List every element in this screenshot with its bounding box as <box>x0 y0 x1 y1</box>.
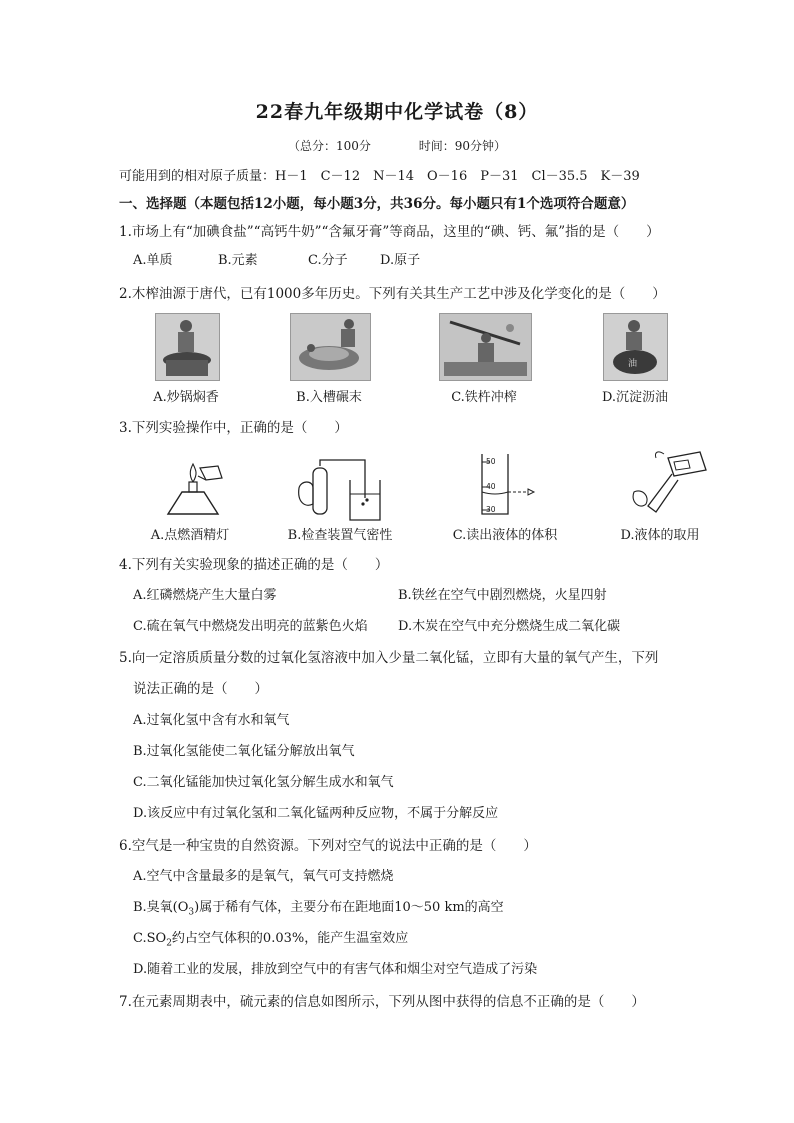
question-5: 5.向一定溶质质量分数的过氧化氢溶液中加入少量二氧化锰，立即有大量的氧气产生，下列 <box>119 650 659 666</box>
q2-caption-d: D.沉淀沥油 <box>601 390 669 405</box>
iron-pestle-illustration <box>440 314 531 380</box>
q2-image-c <box>439 313 532 381</box>
question-3: 3.下列实验操作中，正确的是（ ） <box>119 420 348 436</box>
question-4: 4.下列有关实验现象的描述正确的是（ ） <box>119 557 389 573</box>
q5-option-a: A.过氧化氢中含有水和氧气 <box>133 713 290 728</box>
alcohol-lamp-figure <box>160 462 230 518</box>
q1-option-c: C.分子 <box>308 253 348 268</box>
q3-caption-a: A.点燃酒精灯 <box>150 528 230 543</box>
q3-caption-c: C.读出液体的体积 <box>452 528 558 543</box>
q2-caption-a: A.炒锅焖香 <box>153 390 219 405</box>
oil-settling-illustration <box>604 314 667 380</box>
question-7: 7.在元素周期表中，硫元素的信息如图所示，下列从图中获得的信息不正确的是（ ） <box>119 994 645 1010</box>
q2-caption-b: B.入槽碾末 <box>296 390 362 405</box>
q4-option-c: C.硫在氧气中燃烧发出明亮的蓝紫色火焰 <box>133 619 368 634</box>
exam-info <box>0 137 794 154</box>
q6-c-subscript: 2 <box>166 938 172 949</box>
atomic-masses: 可能用到的相对原子质量：H－1 C－12 N－14 O－16 P－31 Cl－35.5 K－39 <box>119 169 640 184</box>
q6-b-text-rest: )属于稀有气体，主要分布在距地面10～50 km的高空 <box>194 900 504 915</box>
q1-option-d: D.原子 <box>380 253 421 268</box>
q3-caption-b: B.检查装置气密性 <box>287 528 393 543</box>
q6-c-text: C.SO <box>133 931 167 946</box>
grinding-trough-illustration <box>291 314 370 380</box>
q5-option-d: D.该反应中有过氧化氢和二氧化锰两种反应物，不属于分解反应 <box>133 806 499 821</box>
scale-label-30: 30 <box>486 505 496 514</box>
liquid-pouring-figure <box>628 448 708 516</box>
q2-image-b <box>290 313 371 381</box>
q6-option-d: D.随着工业的发展，排放到空气中的有害气体和烟尘对空气造成了污染 <box>133 962 538 977</box>
question-6: 6.空气是一种宝贵的自然资源。下列对空气的说法中正确的是（ ） <box>119 838 537 854</box>
q2-image-d <box>603 313 668 381</box>
page-title: 22春九年级期中化学试卷（8） <box>255 101 539 123</box>
total-score: （总分：100分 <box>287 139 371 153</box>
q6-c-text-rest: 约占空气体积的0.03%，能产生温室效应 <box>171 931 409 946</box>
q2-image-a <box>155 313 220 381</box>
q4-option-d: D.木炭在空气中充分燃烧生成二氧化碳 <box>398 619 621 634</box>
q6-option-b <box>133 896 504 918</box>
svg-text:油: 油 <box>628 359 638 369</box>
q6-b-text: B.臭氧(O <box>133 900 189 915</box>
q3-caption-d: D.液体的取用 <box>620 528 700 543</box>
q1-option-a: A.单质 <box>133 253 173 268</box>
q5-option-b: B.过氧化氢能使二氧化锰分解放出氧气 <box>133 744 355 759</box>
question-1: 1.市场上有“加碘食盐”“高钙牛奶”“含氟牙膏”等商品，这里的“碘、钙、氟”指的是（ ） <box>119 224 660 240</box>
q4-option-a: A.红磷燃烧产生大量白雾 <box>133 588 277 603</box>
q1-option-b: B.元素 <box>218 253 258 268</box>
scale-label-40: 40 <box>486 482 496 491</box>
question-2: 2.木榨油源于唐代，已有1000多年历史。下列有关其生产工艺中涉及化学变化的是（ ） <box>119 286 666 302</box>
wok-worker-illustration <box>156 314 219 380</box>
question-5-cont: 说法正确的是（ ） <box>133 681 268 697</box>
scale-label-50: 50 <box>486 457 496 466</box>
q6-option-c <box>133 927 408 949</box>
graduated-cylinder-figure <box>470 452 550 516</box>
q4-option-b: B.铁丝在空气中剧烈燃烧，火星四射 <box>398 588 607 603</box>
airtightness-check-figure <box>295 458 385 524</box>
section-heading: 一、选择题（本题包括12小题，每小题3分，共36分。每小题只有1个选项符合题意） <box>119 196 635 212</box>
q6-b-subscript: 3 <box>188 907 195 918</box>
exam-time: 时间：90分钟） <box>418 139 506 153</box>
q6-option-a: A.空气中含量最多的是氧气，氧气可支持燃烧 <box>133 869 394 884</box>
q5-option-c: C.二氧化锰能加快过氧化氢分解生成水和氧气 <box>133 775 394 790</box>
q2-caption-c: C.铁杵冲榨 <box>451 390 517 405</box>
